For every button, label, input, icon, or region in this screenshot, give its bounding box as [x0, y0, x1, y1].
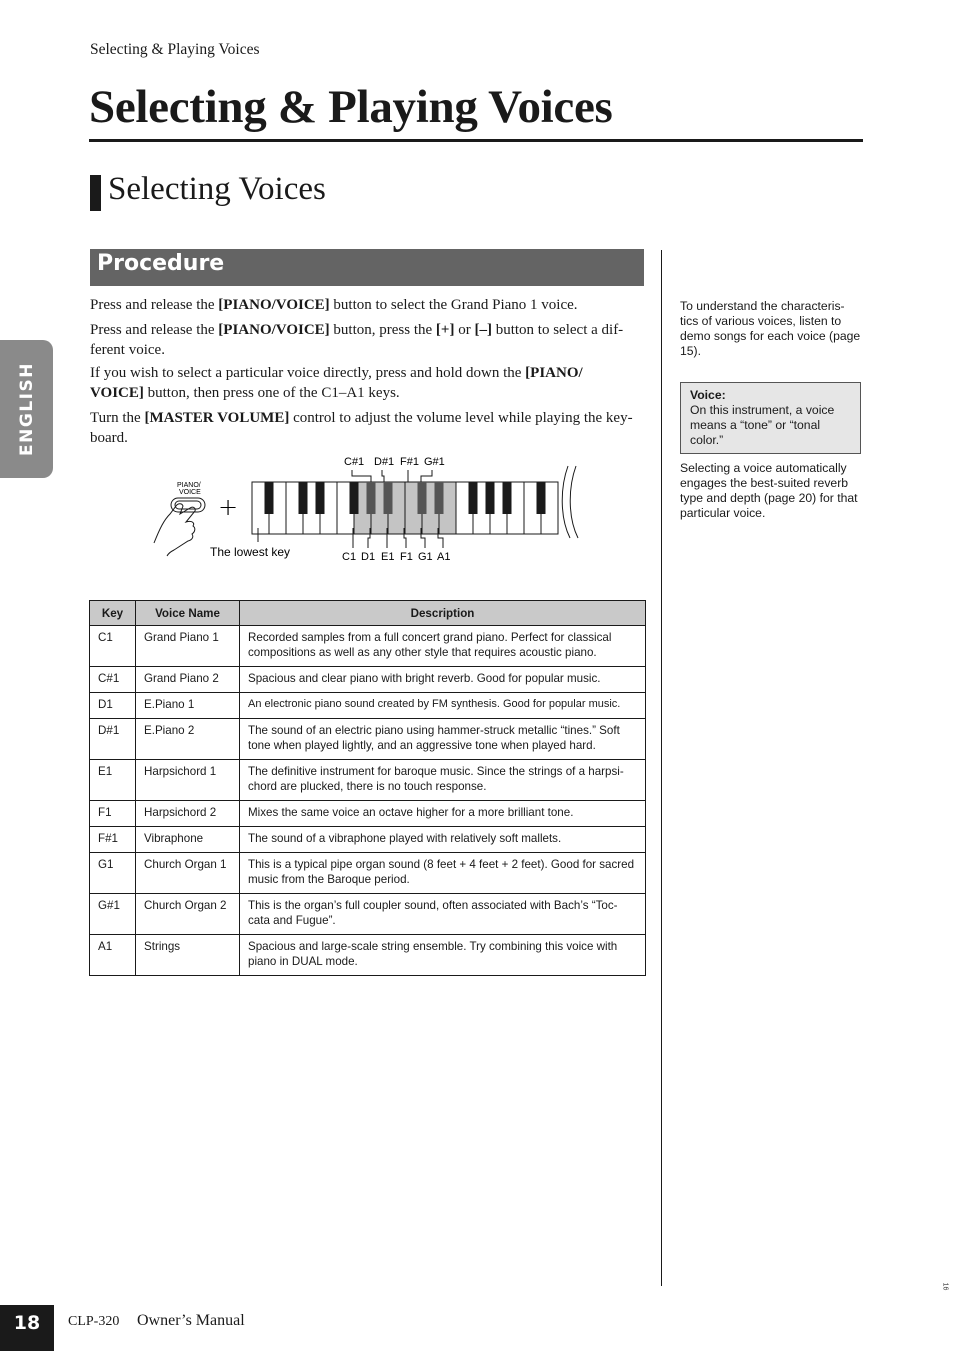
- cell-description: An electronic piano sound created by FM synthesis. Good for popular music.: [240, 693, 646, 719]
- cell-voice: Grand Piano 1: [136, 626, 240, 667]
- cell-description: Spacious and clear piano with bright reverb. Good for popular music.: [240, 667, 646, 693]
- cell-voice: E.Piano 1: [136, 693, 240, 719]
- sidebar-note-reverb: Selecting a voice automatically engages the best-suited reverb type and depth (page 20) for that particular voice.: [680, 461, 858, 520]
- black-key: [299, 482, 308, 514]
- cell-description: Mixes the same voice an octave higher for a more brilliant tone.: [240, 801, 646, 827]
- table-row: [90, 935, 646, 976]
- table-row: [90, 801, 646, 827]
- cell-voice: Vibraphone: [136, 827, 240, 853]
- definition-term: Voice:: [690, 388, 726, 402]
- title-rule: [89, 139, 863, 142]
- piano-keyboard: [252, 482, 558, 534]
- cell-description: The sound of an electric piano using hammer-struck metallic “tines.” Soft tone when played lightly, and an aggressive tone when played hard.: [240, 719, 646, 760]
- procedure-step-3: If you wish to select a particular voice directly, press and hold down the [PIANO/ VOICE] button, then press one of the C1–A1 keys.: [90, 365, 583, 401]
- table-row: [90, 719, 646, 760]
- black-key: [350, 482, 359, 514]
- black-key: [486, 482, 495, 514]
- black-key: [367, 482, 376, 514]
- definition-box: [680, 382, 861, 454]
- header-voice-name: Voice Name: [136, 601, 240, 626]
- black-key: [418, 482, 427, 514]
- cell-voice: Strings: [136, 935, 240, 976]
- cell-description: Recorded samples from a full concert grand piano. Perfect for classical compositions as well as any other style that requires acoustic piano.: [240, 626, 646, 667]
- cell-description: The definitive instrument for baroque music. Since the strings of a harpsi-chord are plucked, there is no touch response.: [240, 760, 646, 801]
- cell-key: G1: [90, 853, 136, 894]
- table-header-row: [90, 601, 646, 626]
- section-title: Selecting Voices: [108, 171, 326, 207]
- cell-key: C1: [90, 626, 136, 667]
- sidebar-note-demo: To understand the characteris-tics of various voices, listen to demo songs for each voice (page 15).: [680, 299, 861, 358]
- cell-description: This is a typical pipe organ sound (8 feet + 4 feet + 2 feet). Good for sacred music from the Baroque period.: [240, 853, 646, 894]
- cell-key: C#1: [90, 667, 136, 693]
- table-row: [90, 693, 646, 719]
- key-label-g1: G1: [418, 551, 433, 563]
- page-code: 16: [941, 1282, 949, 1291]
- cell-voice: Harpsichord 1: [136, 760, 240, 801]
- running-header: Selecting & Playing Voices: [90, 41, 260, 58]
- header-key: Key: [90, 601, 136, 626]
- key-label-c-sharp-1: C#1: [344, 456, 365, 468]
- cell-voice: Grand Piano 2: [136, 667, 240, 693]
- cell-key: E1: [90, 760, 136, 801]
- black-key: [469, 482, 478, 514]
- key-label-d-sharp-1: D#1: [374, 456, 395, 468]
- lowest-key-label: The lowest key: [210, 545, 291, 559]
- cell-description: The sound of a vibraphone played with relatively soft mallets.: [240, 827, 646, 853]
- plus-sign: +: [218, 493, 239, 521]
- table-row: [90, 827, 646, 853]
- cell-description: This is the organ’s full coupler sound, often associated with Bach’s “Toc-cata and Fugue”.: [240, 894, 646, 935]
- page-number: 18: [13, 1312, 41, 1334]
- page-title: Selecting & Playing Voices: [89, 81, 613, 133]
- cell-key: F1: [90, 801, 136, 827]
- key-label-a1: A1: [437, 551, 451, 563]
- cell-key: A1: [90, 935, 136, 976]
- table-row: [90, 667, 646, 693]
- black-key: [435, 482, 444, 514]
- table-row: [90, 626, 646, 667]
- language-tab-label: ENGLISH: [17, 362, 37, 456]
- procedure-heading: Procedure: [97, 251, 225, 276]
- button-label-line1: PIANO/: [177, 482, 201, 489]
- header-description: Description: [240, 601, 646, 626]
- key-label-c1: C1: [342, 551, 357, 563]
- keyboard-illustration: [140, 448, 600, 568]
- cell-key: G#1: [90, 894, 136, 935]
- footer-model: CLP-320: [68, 1314, 120, 1329]
- hand-press-icon: [154, 498, 205, 556]
- cell-voice: Church Organ 2: [136, 894, 240, 935]
- black-key: [265, 482, 274, 514]
- cell-voice: E.Piano 2: [136, 719, 240, 760]
- key-label-f1: F1: [400, 551, 413, 563]
- black-key: [537, 482, 546, 514]
- voice-table: [89, 600, 646, 976]
- key-label-g-sharp-1: G#1: [424, 456, 445, 468]
- cell-key: D1: [90, 693, 136, 719]
- black-key: [316, 482, 325, 514]
- procedure-step-2: Press and release the [PIANO/VOICE] button, press the [+] or [–] button to select a dif- ferent voice.: [90, 322, 624, 358]
- procedure-step-1: Press and release the [PIANO/VOICE] button to select the Grand Piano 1 voice.: [90, 297, 578, 313]
- section-marker: [90, 175, 101, 211]
- key-label-f-sharp-1: F#1: [400, 456, 419, 468]
- cell-voice: Church Organ 1: [136, 853, 240, 894]
- black-key: [384, 482, 393, 514]
- procedure-step-4: Turn the [MASTER VOLUME] control to adjust the volume level while playing the key- board.: [90, 410, 633, 446]
- column-divider: [661, 250, 662, 1286]
- cell-voice: Harpsichord 2: [136, 801, 240, 827]
- table-row: [90, 760, 646, 801]
- key-label-e1: E1: [381, 551, 395, 563]
- table-row: [90, 894, 646, 935]
- definition-text: On this instrument, a voice means a “tone” or “tonal color.”: [690, 403, 835, 447]
- footer-manual-title: Owner’s Manual: [137, 1312, 245, 1329]
- key-label-d1: D1: [361, 551, 376, 563]
- table-row: [90, 853, 646, 894]
- black-key: [503, 482, 512, 514]
- cell-key: F#1: [90, 827, 136, 853]
- cell-key: D#1: [90, 719, 136, 760]
- cell-description: Spacious and large-scale string ensemble. Try combining this voice with piano in DUAL mode.: [240, 935, 646, 976]
- button-label-line2: VOICE: [179, 489, 201, 496]
